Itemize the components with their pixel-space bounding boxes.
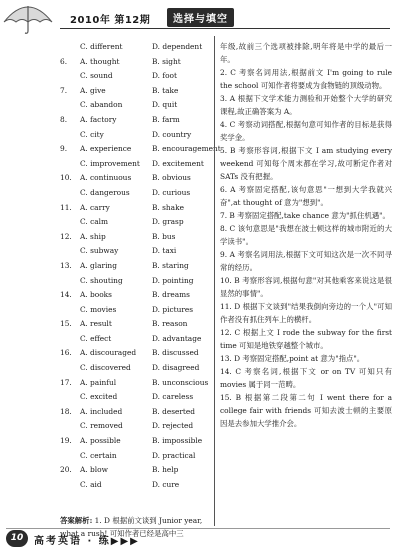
footer-title: 高考英语 · 练▶▶▶: [34, 536, 140, 547]
option-row: [60, 434, 210, 449]
option-a: A. continuous: [80, 173, 132, 183]
option-row: [60, 230, 210, 245]
header-divider: [60, 28, 390, 29]
option-b: D. taxi: [152, 246, 177, 256]
option-b: D. rejected: [152, 421, 194, 431]
question-number: 6.: [60, 56, 68, 66]
option-row: [60, 449, 210, 464]
question-number: 18.: [60, 406, 72, 416]
option-a: C. abandon: [80, 100, 123, 110]
series-badge: 选择与填空: [167, 8, 234, 27]
umbrella-logo-icon: [2, 0, 54, 34]
option-b: D. dependent: [152, 42, 203, 51]
option-row: [60, 128, 210, 143]
option-row: [60, 303, 210, 318]
option-b: D. advantage: [152, 333, 202, 343]
option-row: [60, 98, 210, 113]
page-header: [0, 0, 400, 34]
explanations-column: [220, 40, 392, 430]
option-b: B. unconscious: [152, 377, 209, 387]
option-row: [60, 40, 210, 55]
option-row: [60, 332, 210, 347]
option-a: C. discovered: [80, 363, 131, 373]
option-a: C. sound: [80, 71, 113, 81]
question-number: 16.: [60, 348, 72, 358]
explanation-paragraph: 11. D 根据下文谈到"结果我倒向旁边的一个人"可知作者没有抓住列车上的横杆。: [220, 302, 392, 324]
explanation-paragraph: 7. B 考察固定搭配,take chance 意为"抓住机遇"。: [220, 211, 390, 220]
option-row: [60, 201, 210, 216]
option-row: [60, 186, 210, 201]
option-row: [60, 419, 210, 434]
option-row: [60, 84, 210, 99]
issue-label: 2010年 第12期: [70, 15, 151, 26]
explanation-paragraph: 4. C 考察动词搭配,根据句意可知作者的目标是获得奖学金。: [220, 120, 392, 142]
question-number: 19.: [60, 436, 72, 446]
question-number: 14.: [60, 290, 72, 300]
options-list: [60, 40, 221, 492]
option-row: [60, 244, 210, 259]
question-number: 11.: [60, 202, 72, 212]
explanation-paragraph: 13. D 考察固定搭配,point at 意为"指点"。: [220, 354, 365, 363]
option-b: B. obvious: [152, 173, 191, 183]
question-number: 9.: [60, 144, 68, 154]
column-divider: [214, 36, 215, 526]
question-number: 15.: [60, 319, 72, 329]
option-b: B. help: [152, 465, 179, 475]
option-row: [60, 113, 210, 128]
option-b: D. quit: [152, 100, 178, 110]
option-a: C. certain: [80, 450, 117, 460]
explanation-paragraph: 12. C 根据上文 I rode the subway for the first time 可知是地铁穿越整个城市。: [220, 328, 392, 350]
option-row: [60, 463, 210, 478]
option-b: D. disagreed: [152, 363, 200, 373]
option-a: A. books: [80, 290, 112, 300]
option-a: C. aid: [80, 479, 102, 489]
option-b: B. deserted: [152, 406, 196, 416]
option-b: B. dreams: [152, 290, 190, 300]
explanation-paragraph: 9. A 考察名词用法,根据下文可知这次是一次不同寻常的经历。: [220, 250, 392, 272]
option-b: B. staring: [152, 260, 189, 270]
option-a: C. movies: [80, 304, 117, 314]
option-row: [60, 171, 210, 186]
option-row: [60, 405, 210, 420]
option-a: C. city: [80, 129, 104, 139]
option-a: C. improvement: [80, 158, 140, 168]
option-a: A. experience: [80, 144, 132, 154]
option-b: B. encouragement: [152, 144, 221, 154]
option-b: B. take: [152, 85, 179, 95]
answer-analysis-label: 答案解析:: [60, 516, 93, 525]
option-a: A. blow: [80, 465, 108, 475]
option-a: A. possible: [80, 436, 121, 446]
option-row: [60, 69, 210, 84]
option-a: A. discouraged: [80, 348, 137, 358]
option-a: C. effect: [80, 333, 112, 343]
footer-divider: [6, 528, 390, 529]
question-number: 20.: [60, 465, 72, 475]
option-row: [60, 346, 210, 361]
option-a: A. carry: [80, 202, 110, 212]
option-a: A. included: [80, 406, 123, 416]
explanation-paragraph: 2. C 考察名词用法,根据前文 I'm going to rule the school 可知作者将要成为食物链的顶级动物。: [220, 68, 392, 90]
option-row: [60, 288, 210, 303]
option-row: [60, 215, 210, 230]
option-b: D. grasp: [152, 217, 184, 227]
option-b: B. discussed: [152, 348, 199, 358]
explanation-paragraph: 5. B 考察形容词,根据下文 I am studying every weekend 可知每个周末都在学习,故可断定作者对 SATs 没有把握。: [220, 146, 392, 181]
explanation-paragraph: 8. C 该句意思是"我想在波士顿这样的城市附近的大学读书"。: [220, 224, 392, 246]
option-b: B. sight: [152, 56, 181, 66]
page-footer: [0, 528, 400, 550]
option-row: [60, 55, 210, 70]
page-number: 10: [6, 530, 28, 547]
option-row: [60, 142, 221, 157]
option-a: A. factory: [80, 114, 117, 124]
option-b: D. country: [152, 129, 192, 139]
explanation-paragraph: 3. A 根据下文学术能力测验和开始整个大学的研究课程,故正确答案为 A。: [220, 94, 392, 116]
option-a: C. subway: [80, 246, 119, 256]
question-number: 10.: [60, 173, 72, 183]
option-b: D. excitement: [152, 158, 204, 168]
option-b: D. curious: [152, 187, 191, 197]
option-row: [60, 478, 210, 493]
option-b: B. impossible: [152, 436, 203, 446]
option-row: [60, 157, 210, 172]
option-a: A. give: [80, 85, 106, 95]
option-b: B. farm: [152, 114, 180, 124]
option-a: C. different: [80, 42, 123, 51]
option-b: D. careless: [152, 392, 194, 402]
explanation-paragraph: 年级,故前三个选项被排除,明年将是中学的最后一年。: [220, 42, 392, 64]
option-b: D. foot: [152, 71, 177, 81]
option-b: B. reason: [152, 319, 188, 329]
option-b: D. cure: [152, 479, 180, 489]
option-a: C. calm: [80, 217, 109, 227]
option-a: A. ship: [80, 231, 106, 241]
option-b: D. practical: [152, 450, 196, 460]
option-b: D. pictures: [152, 304, 194, 314]
option-a: C. removed: [80, 421, 123, 431]
option-a: A. result: [80, 319, 112, 329]
option-a: A. thought: [80, 56, 120, 66]
option-a: A. glaring: [80, 260, 117, 270]
option-b: B. shake: [152, 202, 184, 212]
option-row: [60, 274, 210, 289]
option-row: [60, 376, 210, 391]
answer-analysis-text: 1. D 根据前文谈到 Junior year, what a rush! 可知作者已经是高中三: [60, 516, 203, 538]
option-row: [60, 390, 210, 405]
option-a: C. shouting: [80, 275, 123, 285]
option-a: C. excited: [80, 392, 118, 402]
option-b: D. pointing: [152, 275, 194, 285]
option-a: C. dangerous: [80, 187, 130, 197]
question-number: 12.: [60, 231, 72, 241]
option-row: [60, 259, 210, 274]
question-number: 17.: [60, 377, 72, 387]
question-number: 8.: [60, 114, 68, 124]
explanation-paragraph: 6. A 考察固定搭配,该句意思"一想到大学我就兴奋",at thought of 意为"想到"。: [220, 185, 392, 207]
question-number: 13.: [60, 260, 72, 270]
explanation-paragraph: 10. B 考察形容词,根据句意"对其他乘客来说这是很显然的事情"。: [220, 276, 392, 298]
option-row: [60, 317, 210, 332]
question-number: 7.: [60, 85, 68, 95]
option-row: [60, 361, 210, 376]
explanation-paragraph: 15. B 根据第二段第二句 I went there for a college fair with friends 可知去波士顿的主要原因是去参加大学推介会。: [220, 393, 392, 428]
option-a: A. painful: [80, 377, 117, 387]
option-b: B. bus: [152, 231, 176, 241]
explanation-paragraph: 14. C 考察名词,根据下文 or on TV 可知只有 movies 属于同一范畴。: [220, 367, 392, 389]
